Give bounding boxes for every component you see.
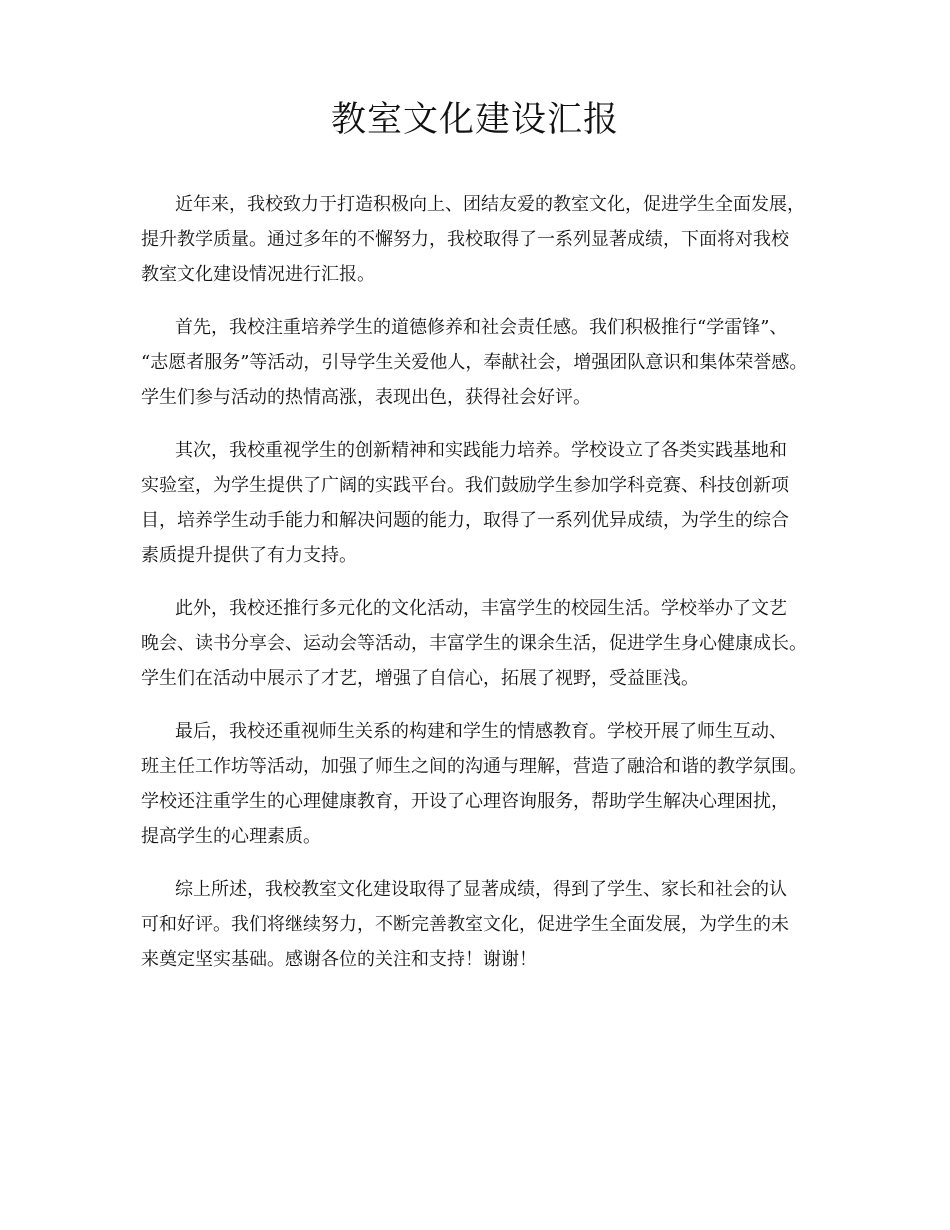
paragraph-line: 教室文化建设情况进行汇报。 (141, 264, 375, 285)
paragraph-line: 此外，我校还推行多元化的文化活动，丰富学生的校园生活。学校举办了文艺 (175, 598, 787, 619)
paragraph-line: 可和好评。我们将继续努力，不断完善教室文化，促进学生全面发展，为学生的未 (141, 914, 789, 935)
paragraph-line: 晚会、读书分享会、运动会等活动，丰富学生的课余生活，促进学生身心健康成长。 (141, 633, 807, 654)
paragraph-line: 其次，我校重视学生的创新精神和实践能力培养。学校设立了各类实践基地和 (175, 440, 787, 461)
paragraph-line: 最后，我校还重视师生关系的构建和学生的情感教育。学校开展了师生互动、 (175, 721, 787, 742)
paragraph-line: “志愿者服务”等活动，引导学生关爱他人，奉献社会，增强团队意识和集体荣誉感。 (141, 352, 808, 373)
paragraph-line: 学生们在活动中展示了才艺，增强了自信心，拓展了视野，受益匪浅。 (141, 668, 699, 689)
paragraph-line: 综上所述，我校教室文化建设取得了显著成绩，得到了学生、家长和社会的认 (175, 879, 787, 900)
paragraph-line: 首先，我校注重培养学生的道德修养和社会责任感。我们积极推行“学雷锋”、 (175, 317, 788, 338)
paragraph-line: 近年来，我校致力于打造积极向上、团结友爱的教室文化，促进学生全面发展， (175, 194, 805, 215)
paragraph-line: 学生们参与活动的热情高涨，表现出色，获得社会好评。 (141, 387, 591, 408)
paragraph-line: 目，培养学生动手能力和解决问题的能力，取得了一系列优异成绩，为学生的综合 (141, 510, 789, 531)
paragraph-innovation (141, 433, 831, 573)
paragraph-teacher-student (141, 714, 831, 854)
paragraph-line: 学校还注重学生的心理健康教育，开设了心理咨询服务，帮助学生解决心理困扰， (141, 791, 789, 812)
paragraph-line: 实验室，为学生提供了广阔的实践平台。我们鼓励学生参加学科竞赛、科技创新项 (141, 475, 789, 496)
document-title: 教室文化建设汇报 (330, 100, 619, 140)
paragraph-line: 来奠定坚实基础。感谢各位的关注和支持！谢谢！ (141, 949, 537, 970)
paragraph-line: 提高学生的心理素质。 (141, 826, 321, 847)
paragraph-conclusion (141, 872, 831, 977)
paragraph-moral-education (141, 310, 831, 415)
paragraph-line: 素质提升提供了有力支持。 (141, 545, 357, 566)
paragraph-line: 班主任工作坊等活动，加强了师生之间的沟通与理解，营造了融洽和谐的教学氛围。 (141, 756, 807, 777)
paragraph-intro (141, 187, 831, 292)
paragraph-cultural-activities (141, 591, 831, 696)
paragraph-line: 提升教学质量。通过多年的不懈努力，我校取得了一系列显著成绩，下面将对我校 (141, 229, 789, 250)
document-body (141, 187, 831, 995)
